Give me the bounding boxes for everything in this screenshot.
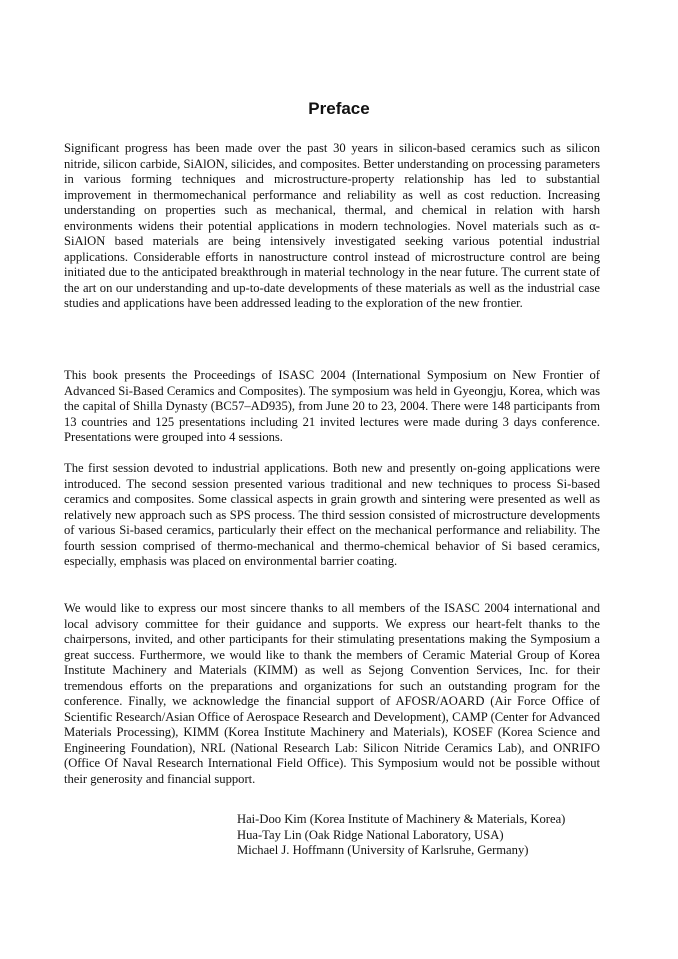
paragraph-sessions: The first session devoted to industrial applications. Both new and presently on-going applications were introduced. The second session presented various traditional and new techniques to process Si-based ceramics and composites. Some classical aspects in grain growth and sintering were presented as well as relatively new approach such as SPS process. The third session consisted of microstructure developments of various Si-based ceramics, particularly their effect on the mechanical performance and reliability. The fourth session comprised of thermo-mechanical and thermo-chemical behavior of Si based ceramics, especially, emphasis was placed on environmental barrier coating. xyxy=(64,461,600,568)
paragraph-proceedings: This book presents the Proceedings of ISASC 2004 (International Symposium on New Frontier of Advanced Si-Based Ceramics and Composites). The symposium was held in Gyeongju, Korea, which was the capital of Shilla Dynasty (BC57–AD935), from June 20 to 23, 2004. There were 148 participants from 13 countries and 125 presentations including 21 invited lectures were made during 3 days conference. Presentations were grouped into 4 sessions. xyxy=(64,368,600,444)
signature-line: Michael J. Hoffmann (University of Karlsruhe, Germany) xyxy=(237,843,529,857)
signature-line: Hua-Tay Lin (Oak Ridge National Laboratory, USA) xyxy=(237,827,504,842)
page-title: Preface xyxy=(308,99,370,118)
signature-line: Hai-Doo Kim (Korea Institute of Machinery & Materials, Korea) xyxy=(237,812,566,826)
paragraph-acknowledgements: We would like to express our most sincere thanks to all members of the ISASC 2004 international and local advisory committee for their guidance and supports. We express our heart-felt thanks to the chairpersons, invited, and other participants for their stimulating presentations making the Symposium a great success. Furthermore, we would like to thank the members of Ceramic Material Group of Korea Institute Machinery and Materials (KIMM) as well as Sejong Convention Services, Inc. for their tremendous efforts on the preparations and organizations for such an outstanding program for the conference. Finally, we acknowledge the financial support of AFOSR/AOARD (Air Force Office of Scientific Research/Asian Office of Aerospace Research and Development), CAMP (Center for Advanced Materials Processing), KIMM (Korea Institute Machinery and Materials), KOSEF (Korea Science and Engineering Foundation), NRL (National Research Lab: Silicon Nitride Ceramics Lab), and ONRIFO (Office Of Naval Research International Field Office). This Symposium would not be possible without their generosity and financial support. xyxy=(64,601,600,786)
signature-block xyxy=(237,812,617,859)
paragraph-overview: Significant progress has been made over the past 30 years in silicon-based ceramics such as silicon nitride, silicon carbide, SiAlON, silicides, and composites. Better understanding on processing parameters in various forming techniques and microstructure-property relationship has led to substantial improvement in thermomechanical performance and reliability as well as cost reduction. Increasing understanding on properties such as mechanical, thermal, and chemical in relation with harsh environments widens their potential applications in modern technologies. Novel materials such as α-SiAlON based materials are being intensively investigated seeking various potential industrial applications. Considerable efforts in nanostructure control instead of microstructure control are being initiated due to the anticipated breakthrough in material technology in the near future. The current state of the art on our understanding and up-to-date developments of these materials as well as the industrial case studies and applications have been addressed leading to the exploration of the new frontier. xyxy=(64,141,600,310)
